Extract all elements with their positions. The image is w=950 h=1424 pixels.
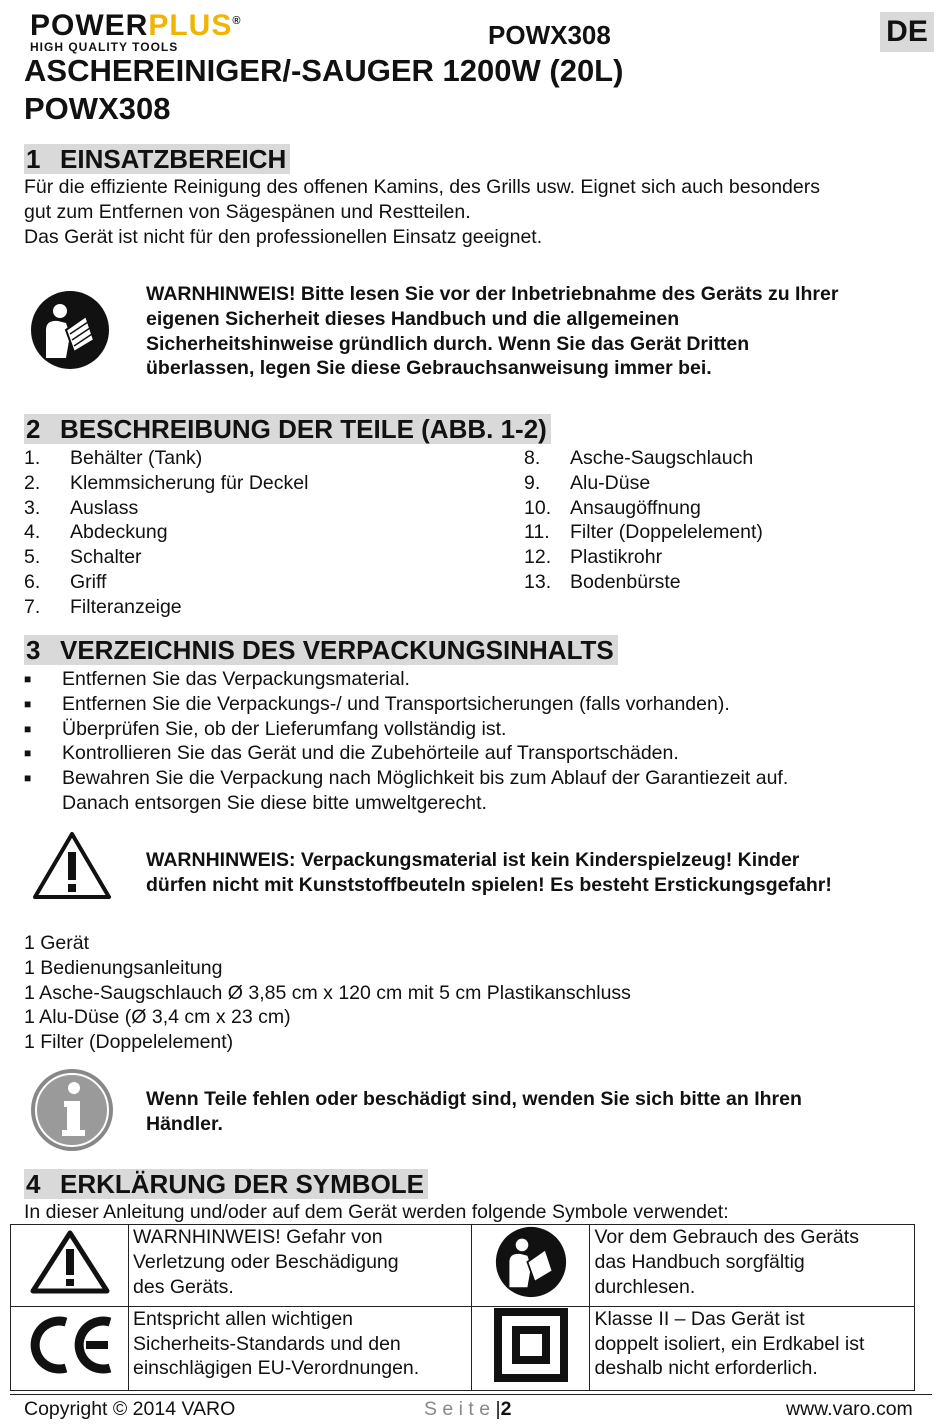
warning-line: WARNHINWEIS! Bitte lesen Sie vor der Inbetriebnahme des Geräts zu Ihrer [146, 283, 839, 305]
content-item: 1 Alu-Düse (Ø 3,4 cm x 23 cm) [24, 1006, 291, 1029]
item-number: 6. [24, 570, 41, 593]
section-title: VERZEICHNIS DES VERPACKUNGSINHALTS [60, 635, 614, 665]
item-number: 1. [24, 447, 41, 469]
item-text: Filteranzeige [70, 595, 182, 618]
bullet-text: Kontrollieren Sie das Gerät und die Zubehörteile auf Transportschäden. [62, 742, 679, 765]
section-1-warning [146, 282, 838, 381]
page-number: 2 [500, 1398, 512, 1420]
item-text: Plastikrohr [570, 546, 663, 569]
footer-copyright: Copyright © 2014 VARO [24, 1398, 236, 1420]
info-icon [30, 1068, 114, 1152]
section-title: EINSATZBEREICH [60, 144, 287, 174]
item-number: 2. [24, 471, 41, 494]
list-item [524, 446, 763, 471]
section-number: 3 [26, 635, 41, 665]
package-contents [24, 931, 631, 1055]
list-item [24, 471, 308, 496]
item-text: Filter (Doppelelement) [570, 521, 763, 544]
page-label: S e i t e [424, 1398, 491, 1420]
item-text: Bodenbürste [570, 570, 681, 593]
warning-line: WARNHINWEIS: Verpackungsmaterial ist kein Kinderspielzeug! Kinder [146, 849, 800, 871]
symbols-intro: In dieser Anleitung und/oder auf dem Gerät werden folgende Symbole verwendet: [24, 1201, 729, 1223]
paragraph-line: Für die effiziente Reinigung des offenen Kamins, des Grills usw. Eignet sich auch besonders [24, 176, 820, 198]
brand-tagline: HIGH QUALITY TOOLS [30, 40, 179, 54]
item-text: Behälter (Tank) [70, 447, 203, 469]
warning-triangle-icon [32, 830, 112, 900]
cell-line: das Handbuch sorgfältig [594, 1250, 805, 1273]
document-title [24, 52, 623, 128]
bullet-item [24, 766, 788, 791]
bullet-text: Entfernen Sie die Verpackungs-/ und Transportsicherungen (falls vorhanden). [62, 692, 730, 715]
bullet-item [24, 667, 788, 692]
cell-line: Verletzung oder Beschädigung [133, 1250, 399, 1273]
read-manual-icon [30, 290, 110, 370]
bullet-text: Bewahren Sie die Verpackung nach Möglichkeit bis zum Ablauf der Garantiezeit auf. [62, 767, 789, 790]
bullet-square-icon: ■ [24, 696, 32, 711]
item-number: 5. [24, 546, 41, 569]
table-row [11, 1306, 915, 1390]
list-item [24, 595, 308, 620]
bullet-square-icon: ■ [24, 672, 32, 686]
section-1-text [24, 175, 820, 249]
info-line: Händler. [146, 1112, 223, 1135]
item-text: Abdeckung [70, 521, 168, 544]
bullet-square-icon: ■ [24, 721, 32, 736]
list-item [524, 520, 763, 545]
warning-line: Sicherheitshinweise gründlich durch. Wenn Sie das Gerät Dritten [146, 332, 750, 355]
table-cell [11, 1225, 129, 1307]
paragraph-line: Das Gerät ist nicht für den professionellen Einsatz geeignet. [24, 225, 543, 248]
table-cell [129, 1225, 472, 1307]
header-model: POWX308 [488, 20, 611, 50]
cell-line: Klasse II – Das Gerät ist [594, 1307, 805, 1330]
item-number: 9. [524, 471, 541, 494]
bullet-square-icon: ■ [24, 746, 32, 761]
brand-part1: POWER [30, 9, 149, 42]
bullet-continuation [24, 791, 788, 816]
table-cell [590, 1306, 915, 1390]
item-number: 7. [24, 595, 41, 618]
section-title: BESCHREIBUNG DER TEILE (ABB. 1-2) [60, 414, 547, 444]
section-3-heading [24, 635, 618, 665]
section-number: 2 [26, 414, 41, 444]
cell-line: des Geräts. [133, 1275, 234, 1298]
list-item [524, 570, 763, 595]
item-text: Klemmsicherung für Deckel [70, 471, 309, 494]
page-separator: | [495, 1398, 501, 1420]
cell-line: doppelt isoliert, ein Erdkabel ist [594, 1332, 865, 1355]
content-item: 1 Filter (Doppelelement) [24, 1031, 234, 1054]
registered-mark: ® [232, 15, 242, 27]
paragraph-line: gut zum Entfernen von Sägespänen und Restteilen. [24, 200, 471, 223]
cell-line: einschlägigen EU-Verordnungen. [133, 1357, 420, 1380]
packaging-bullets [24, 667, 788, 816]
title-line-1: ASCHEREINIGER/-SAUGER 1200W (20L) [24, 53, 624, 88]
item-text: Alu-Düse [570, 471, 651, 494]
table-cell [129, 1306, 472, 1390]
warning-line: eigenen Sicherheit dieses Handbuch und die allgemeinen [146, 307, 680, 330]
bullet-text: Überprüfen Sie, ob der Lieferumfang vollständig ist. [62, 717, 507, 740]
item-text: Griff [70, 570, 107, 593]
title-line-2: POWX308 [24, 91, 171, 126]
ce-mark-icon [22, 1312, 118, 1378]
cell-line: WARNHINWEIS! Gefahr von [133, 1226, 383, 1248]
parts-list-left [24, 446, 308, 620]
list-item [524, 471, 763, 496]
bullet-text: Entfernen Sie das Verpackungsmaterial. [62, 668, 410, 690]
item-number: 8. [524, 447, 541, 469]
bullet-item [24, 692, 788, 717]
content-item: 1 Gerät [24, 932, 90, 954]
item-text: Ansaugöffnung [570, 496, 701, 519]
section-1-heading [24, 144, 290, 174]
content-item: 1 Bedienungsanleitung [24, 956, 223, 979]
parts-list-right [524, 446, 763, 595]
list-item [24, 570, 308, 595]
info-line: Wenn Teile fehlen oder beschädigt sind, wenden Sie sich bitte an Ihren [146, 1088, 802, 1110]
item-number: 11. [524, 521, 550, 544]
item-number: 10. [524, 496, 552, 519]
bullet-square-icon: ■ [24, 771, 32, 786]
bullet-item [24, 741, 788, 766]
brand-logo [30, 5, 290, 54]
brand-part2: PLUS [148, 9, 233, 42]
section-title: ERKLÄRUNG DER SYMBOLE [60, 1169, 425, 1199]
cell-line: Sicherheits-Standards und den [133, 1332, 401, 1355]
list-item [524, 496, 763, 521]
symbols-table [10, 1224, 915, 1391]
cell-line: Entspricht allen wichtigen [133, 1307, 354, 1330]
class-ii-icon [494, 1308, 568, 1382]
section-4-heading [24, 1169, 428, 1199]
section-3-warning [146, 848, 832, 898]
list-item [24, 545, 308, 570]
table-cell [11, 1306, 129, 1390]
footer-url: www.varo.com [786, 1398, 913, 1420]
item-text: Schalter [70, 546, 142, 569]
item-number: 3. [24, 496, 41, 519]
warning-triangle-icon [30, 1229, 110, 1295]
warning-line: dürfen nicht mit Kunststoffbeuteln spielen! Es besteht Erstickungsgefahr! [146, 873, 832, 896]
list-item [524, 545, 763, 570]
bullet-text: Danach entsorgen Sie diese bitte umweltgerecht. [62, 791, 487, 814]
section-number: 1 [26, 144, 41, 174]
section-2-heading [24, 414, 551, 444]
item-number: 4. [24, 521, 41, 544]
table-cell [472, 1306, 590, 1390]
item-text: Auslass [70, 496, 139, 519]
content-item: 1 Asche-Saugschlauch Ø 3,85 cm x 120 cm mit 5 cm Plastikanschluss [24, 981, 631, 1004]
item-text: Asche-Saugschlauch [570, 447, 754, 469]
footer-divider [10, 1394, 932, 1395]
footer-page [424, 1398, 511, 1421]
table-cell [590, 1225, 915, 1307]
section-number: 4 [26, 1169, 41, 1199]
cell-line: Vor dem Gebrauch des Geräts [594, 1226, 859, 1248]
language-badge: DE [880, 12, 934, 52]
item-number: 12. [524, 546, 552, 569]
warning-line: überlassen, legen Sie diese Gebrauchsanweisung immer bei. [146, 357, 712, 380]
item-number: 13. [524, 570, 552, 593]
list-item [24, 520, 308, 545]
table-cell [472, 1225, 590, 1307]
info-note [146, 1087, 802, 1137]
list-item [24, 446, 308, 471]
cell-line: deshalb nicht erforderlich. [594, 1357, 818, 1380]
cell-line: durchlesen. [594, 1275, 696, 1298]
read-manual-icon [495, 1226, 567, 1298]
table-row [11, 1225, 915, 1307]
list-item [24, 496, 308, 521]
bullet-item [24, 717, 788, 742]
